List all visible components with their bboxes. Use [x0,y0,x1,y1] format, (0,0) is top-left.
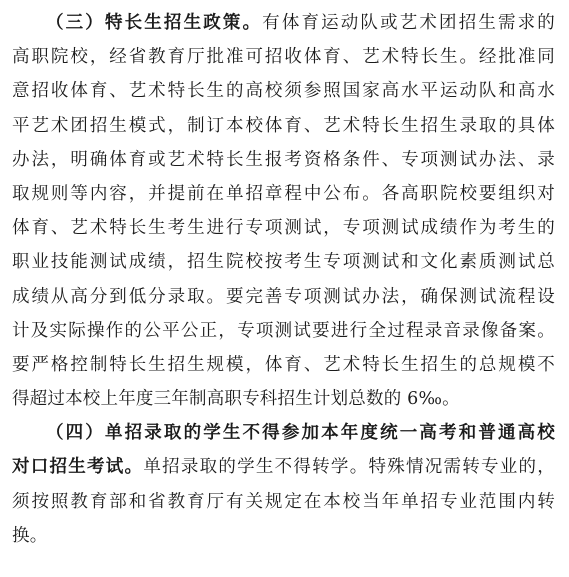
text-line: 办法，明确体育或艺术特长生报考资格条件、专项测试办法、录 [12,149,555,170]
paragraph-section-three [12,6,555,416]
text-line: 换。 [12,525,48,546]
text-line: 职业技能测试成绩，招生院校按考生专项测试和文化素质测试总 [12,252,555,273]
text-line [12,6,555,40]
text-line: 取规则等内容，并提前在单招章程中公布。各高职院校要组织对 [12,183,555,204]
text-line: 高职院校，经省教育厅批准可招收体育、艺术特长生。经批准同 [12,47,555,68]
section-four-heading-line-2: 对口招生考试。 [12,457,144,478]
section-three-heading: （三）特长生招生政策。 [46,13,263,33]
text-line: 须按照教育部和省教育厅有关规定在本校当年单招专业范围内转 [12,491,555,512]
text-line: 体育、艺术特长生考生进行专项测试，专项测试成绩作为考生的 [12,218,555,239]
section-three-line-1: 有体育运动队或艺术团招生需求的 [262,13,555,33]
text-line: 平艺术团招生模式，制订本校体育、艺术特长生招生录取的具体 [12,115,555,136]
text-line: 成绩从高分到低分录取。要完善专项测试办法，确保测试流程设 [12,286,555,307]
section-four-heading-line-1: （四）单招录取的学生不得参加本年度统一高考和普通高校 [46,423,555,444]
text-line: 要严格控制特长生招生规模，体育、艺术特长生招生的总规模不 [12,354,555,375]
text-line [12,450,555,484]
section-four-line-1: 单招录取的学生不得转学。特殊情况需转专业的， [143,457,555,478]
text-line: 得超过本校上年度三年制高职专科招生计划总数的 6‰。 [12,389,460,410]
text-line: 意招收体育、艺术特长生的高校须参照国家高水平运动队和高水 [12,81,555,102]
text-line: 计及实际操作的公平公正，专项测试要进行全过程录音录像备案。 [12,320,555,341]
paragraph-section-four [12,416,555,553]
